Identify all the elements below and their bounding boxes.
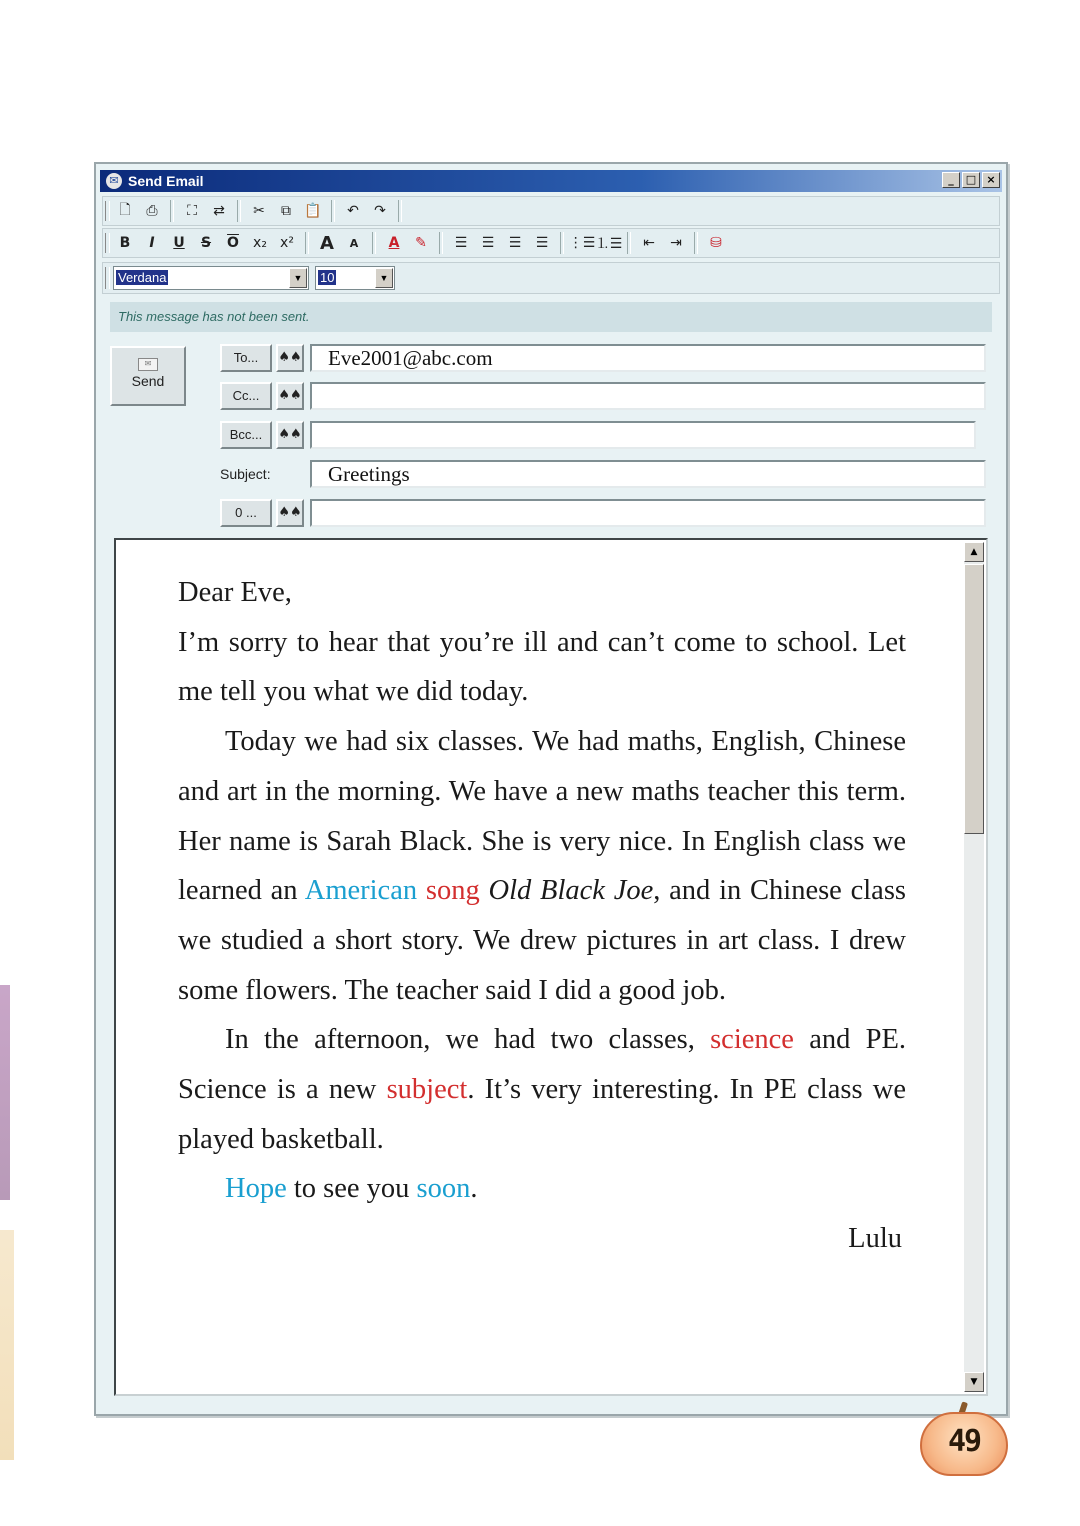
toolbar-grip[interactable] (105, 233, 110, 253)
highlight-icon[interactable]: ✎ (415, 235, 427, 251)
address-book-icon[interactable]: ♠♠ (276, 421, 304, 449)
undo-icon[interactable]: ↶ (347, 203, 359, 219)
overline-icon[interactable]: $\overline{O}$ (227, 235, 239, 251)
toolbar-separator (331, 200, 335, 222)
align-right-icon[interactable]: ☰ (508, 235, 522, 251)
to-button[interactable]: To... (220, 344, 272, 372)
toolbar-separator (170, 200, 174, 222)
p4-text-b: . (470, 1173, 478, 1205)
scroll-thumb[interactable] (964, 564, 984, 834)
subject-label: Subject: (220, 466, 271, 482)
letter-greeting: Dear Eve, (178, 577, 292, 608)
window-title: Send Email (128, 173, 204, 189)
toolbar-separator (439, 232, 443, 254)
to-field[interactable]: Eve2001@abc.com (310, 344, 986, 372)
print-preview-icon[interactable]: 🗋 (119, 202, 131, 218)
toolbar-separator (372, 232, 376, 254)
maximize-icon[interactable]: □ (962, 172, 980, 188)
toolbar-separator (627, 232, 631, 254)
grow-font-icon[interactable]: A (320, 232, 334, 254)
vertical-scrollbar[interactable] (964, 542, 984, 1392)
p3-text-c: . It’s very interesting. In PE class we played basketball. (178, 1074, 906, 1155)
toolbar-separator (694, 232, 698, 254)
letter-text (178, 568, 906, 1264)
bold-icon[interactable]: B (119, 235, 131, 251)
song-title: Old Black Joe (488, 875, 654, 907)
close-icon[interactable]: × (982, 172, 1000, 188)
align-center-icon[interactable]: ☰ (481, 235, 495, 251)
send-button-label: Send (131, 373, 165, 389)
cc-button[interactable]: Cc... (220, 382, 272, 410)
toolbar-separator (237, 200, 241, 222)
font-color-icon[interactable]: A (388, 235, 400, 251)
app-icon: ✉ (106, 173, 122, 189)
background-color-icon[interactable]: ⛁ (710, 235, 722, 251)
font-size-value: 10 (320, 270, 335, 285)
chevron-down-icon[interactable]: ▼ (289, 268, 307, 288)
redo-icon[interactable]: ↷ (374, 203, 386, 219)
strikethrough-icon[interactable]: S (200, 235, 212, 251)
justify-icon[interactable]: ☰ (535, 235, 549, 251)
word-american: American (304, 875, 418, 907)
scroll-up-icon[interactable]: ▲ (964, 542, 984, 562)
standard-toolbar (102, 196, 1000, 226)
letter-closing (178, 1164, 906, 1214)
left-edge-illustration-lower (0, 1230, 14, 1460)
align-left-icon[interactable]: ☰ (454, 235, 468, 251)
attachment-field[interactable] (310, 499, 986, 527)
letter-paragraph-3 (178, 1015, 906, 1164)
envelope-icon: ✉ (138, 358, 158, 371)
toolbar-separator (560, 232, 564, 254)
subscript-icon[interactable]: x₂ (253, 235, 267, 251)
word-science: science (710, 1024, 794, 1056)
cut-icon[interactable]: ✂ (253, 203, 265, 219)
subject-field[interactable]: Greetings (310, 460, 986, 488)
send-button[interactable] (110, 346, 186, 406)
increase-indent-icon[interactable]: ⇥ (670, 235, 682, 251)
word-hope: Hope (225, 1173, 287, 1205)
address-book-icon[interactable]: ♠♠ (276, 382, 304, 410)
toolbar-grip[interactable] (105, 267, 110, 289)
font-name-value: Verdana (118, 270, 167, 285)
p3-text-b: and PE. Science is a new (178, 1024, 906, 1106)
window-controls (942, 172, 1000, 188)
superscript-icon[interactable]: x² (280, 235, 294, 251)
font-size-select[interactable] (315, 266, 395, 290)
scroll-down-icon[interactable]: ▼ (964, 1372, 984, 1392)
p2-text-b: , and in Chinese class we studied a short story. We drew pictures in art class. I drew some flowers. The teacher said I did a good job. (178, 875, 907, 1006)
italic-icon[interactable]: I (149, 235, 155, 251)
title-bar[interactable] (100, 170, 1002, 192)
replace-icon[interactable]: ⇄ (213, 203, 225, 219)
find-icon[interactable]: ⛶ (187, 203, 197, 219)
p2-text-a: Today we had six classes. We had maths, English, Chinese and art in the morning. We have a new maths teacher this term. Her name is Sarah Black. She is very nice. In English class we learned an (178, 726, 906, 907)
toolbar-separator (305, 232, 309, 254)
p3-text-a: In the afternoon, we had two classes, (225, 1024, 711, 1056)
font-toolbar (102, 262, 1000, 294)
numbered-list-icon[interactable]: ⒈☰ (595, 236, 623, 252)
chevron-down-icon[interactable]: ▼ (375, 268, 393, 288)
paste-icon[interactable]: 📋 (304, 203, 322, 219)
send-email-window (94, 162, 1008, 1416)
bullet-list-icon[interactable]: ⋮☰ (568, 235, 596, 251)
underline-icon[interactable]: U (173, 235, 185, 251)
letter-paragraph-2 (178, 717, 906, 1015)
minimize-icon[interactable]: _ (942, 172, 960, 188)
letter-paragraph-1: I’m sorry to hear that you’re ill and can’t come to school. Let me tell you what we did today. (178, 626, 906, 708)
letter-signature: Lulu (848, 1223, 902, 1255)
print-icon[interactable]: ⎙ (146, 203, 158, 219)
toolbar-grip[interactable] (105, 201, 110, 221)
copy-icon[interactable]: ⧉ (281, 203, 291, 219)
bcc-field[interactable] (310, 421, 976, 449)
decrease-indent-icon[interactable]: ⇤ (643, 235, 655, 251)
page-number-badge (920, 1402, 1008, 1476)
page-number: 49 (947, 1424, 981, 1459)
address-book-icon[interactable]: ♠♠ (276, 344, 304, 372)
message-body[interactable] (114, 538, 988, 1396)
unsent-notice: This message has not been sent. (110, 302, 992, 332)
p4-text-a: to see you (286, 1173, 417, 1205)
word-song: song (425, 875, 480, 907)
attachment-button[interactable]: 0 ... (220, 499, 272, 527)
bcc-button[interactable]: Bcc... (220, 421, 272, 449)
address-book-icon[interactable]: ♠♠ (276, 499, 304, 527)
word-soon: soon (416, 1173, 471, 1205)
toolbar-separator (398, 200, 402, 222)
formatting-toolbar (102, 228, 1000, 258)
left-edge-illustration (0, 985, 10, 1200)
word-subject: subject (386, 1074, 468, 1106)
shrink-font-icon[interactable]: A (349, 236, 359, 250)
cc-field[interactable] (310, 382, 986, 410)
font-name-select[interactable] (113, 266, 309, 290)
